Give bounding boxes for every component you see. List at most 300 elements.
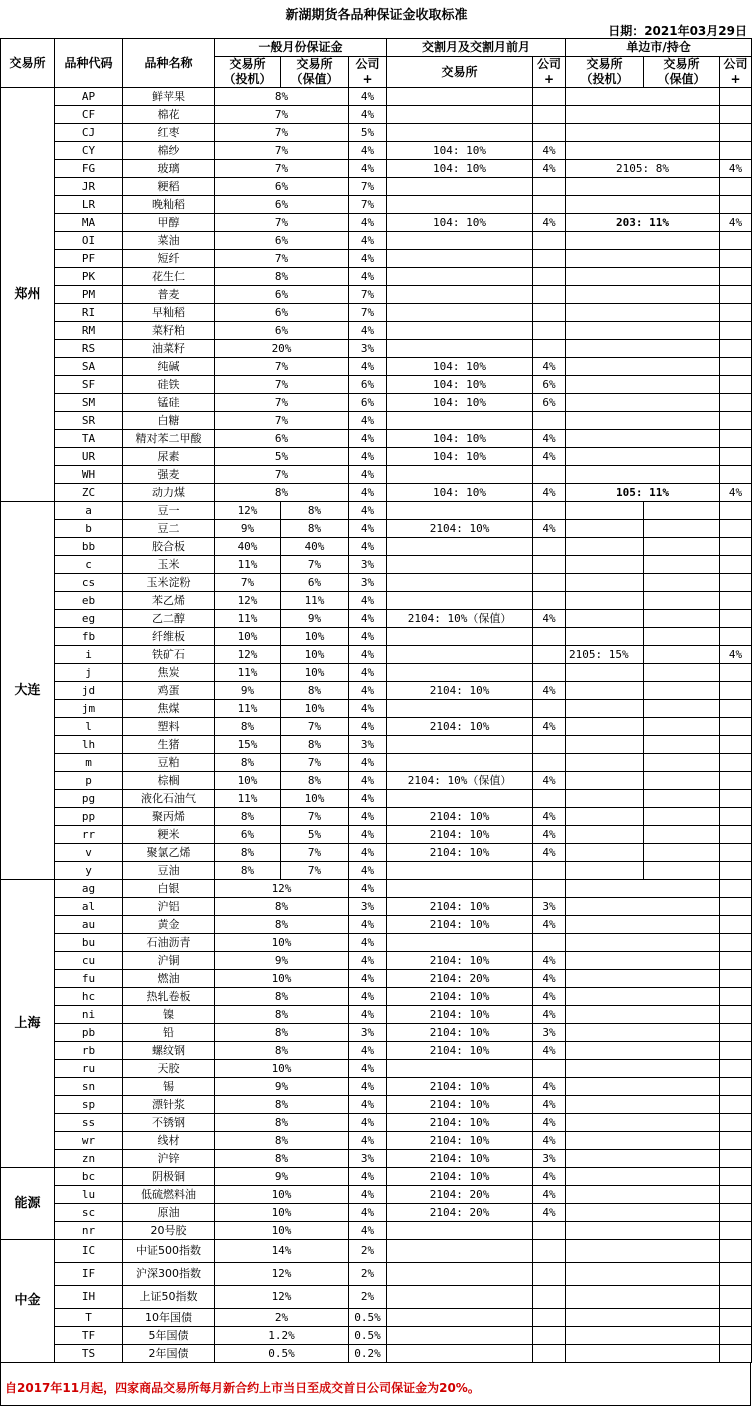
single-hedge-cell xyxy=(644,556,720,574)
header-single-co: 公司 + xyxy=(720,57,752,88)
single-spec-cell xyxy=(566,682,644,700)
single-hedge-cell xyxy=(644,502,720,520)
single-company-cell xyxy=(720,664,752,682)
code-cell: au xyxy=(55,916,123,934)
name-cell: 2年国债 xyxy=(123,1345,215,1363)
table-row xyxy=(1,1309,752,1327)
general-margin-cell: 10% xyxy=(215,1060,349,1078)
table-row xyxy=(1,448,752,466)
company-add-cell: 2% xyxy=(349,1286,387,1309)
single-hedge-cell xyxy=(644,538,720,556)
hedge-margin-cell: 10% xyxy=(281,664,349,682)
delivery-company-cell: 4% xyxy=(533,1042,566,1060)
single-margin-cell xyxy=(566,1096,720,1114)
name-cell: 石油沥青 xyxy=(123,934,215,952)
code-cell: LR xyxy=(55,196,123,214)
single-company-cell xyxy=(720,898,752,916)
delivery-company-cell xyxy=(533,754,566,772)
single-company-cell xyxy=(720,376,752,394)
single-company-cell xyxy=(720,988,752,1006)
single-spec-cell xyxy=(566,628,644,646)
code-cell: pp xyxy=(55,808,123,826)
name-cell: 沪铜 xyxy=(123,952,215,970)
name-cell: 阴极铜 xyxy=(123,1168,215,1186)
name-cell: 豆一 xyxy=(123,502,215,520)
delivery-company-cell xyxy=(533,1345,566,1363)
single-company-cell xyxy=(720,1132,752,1150)
delivery-margin-cell xyxy=(387,628,533,646)
table-row xyxy=(1,862,752,880)
table-row xyxy=(1,610,752,628)
company-add-cell: 4% xyxy=(349,232,387,250)
table-row xyxy=(1,466,752,484)
delivery-company-cell xyxy=(533,880,566,898)
single-hedge-cell xyxy=(644,790,720,808)
single-company-cell xyxy=(720,106,752,124)
delivery-margin-cell xyxy=(387,340,533,358)
name-cell: 棉花 xyxy=(123,106,215,124)
code-cell: jm xyxy=(55,700,123,718)
table-row xyxy=(1,736,752,754)
general-margin-cell: 7% xyxy=(215,412,349,430)
code-cell: eb xyxy=(55,592,123,610)
name-cell: 生猪 xyxy=(123,736,215,754)
single-company-cell xyxy=(720,1345,752,1363)
company-add-cell: 4% xyxy=(349,628,387,646)
single-company-cell: 4% xyxy=(720,646,752,664)
single-company-cell xyxy=(720,1006,752,1024)
code-cell: JR xyxy=(55,178,123,196)
single-spec-cell xyxy=(566,592,644,610)
company-add-cell: 4% xyxy=(349,466,387,484)
single-spec-cell xyxy=(566,664,644,682)
spec-margin-cell: 9% xyxy=(215,682,281,700)
table-row xyxy=(1,1132,752,1150)
header-delivery-co: 公司 + xyxy=(533,57,566,88)
code-cell: CF xyxy=(55,106,123,124)
table-row xyxy=(1,376,752,394)
single-company-cell xyxy=(720,430,752,448)
single-margin-cell xyxy=(566,358,720,376)
table-row xyxy=(1,1222,752,1240)
delivery-margin-cell xyxy=(387,1286,533,1309)
company-add-cell: 2% xyxy=(349,1240,387,1263)
table-row xyxy=(1,1168,752,1186)
table-row xyxy=(1,826,752,844)
delivery-company-cell xyxy=(533,286,566,304)
delivery-company-cell xyxy=(533,466,566,484)
delivery-margin-cell: 2104: 10% xyxy=(387,1150,533,1168)
general-margin-cell: 6% xyxy=(215,178,349,196)
table-row xyxy=(1,1024,752,1042)
general-margin-cell: 0.5% xyxy=(215,1345,349,1363)
exchange-cell: 能源 xyxy=(1,1168,55,1240)
delivery-margin-cell: 2104: 10%（保值） xyxy=(387,772,533,790)
table-row xyxy=(1,1078,752,1096)
company-add-cell: 3% xyxy=(349,898,387,916)
table-row xyxy=(1,484,752,502)
general-margin-cell: 8% xyxy=(215,988,349,1006)
delivery-company-cell xyxy=(533,790,566,808)
table-row xyxy=(1,700,752,718)
delivery-company-cell: 4% xyxy=(533,448,566,466)
single-company-cell xyxy=(720,826,752,844)
delivery-margin-cell: 2104: 20% xyxy=(387,1186,533,1204)
single-margin-cell xyxy=(566,988,720,1006)
single-spec-cell xyxy=(566,538,644,556)
delivery-margin-cell: 2104: 10% xyxy=(387,1096,533,1114)
general-margin-cell: 20% xyxy=(215,340,349,358)
hedge-margin-cell: 10% xyxy=(281,646,349,664)
name-cell: 红枣 xyxy=(123,124,215,142)
single-spec-cell xyxy=(566,736,644,754)
general-margin-cell: 10% xyxy=(215,1222,349,1240)
single-company-cell xyxy=(720,880,752,898)
delivery-company-cell: 4% xyxy=(533,916,566,934)
delivery-company-cell xyxy=(533,304,566,322)
general-margin-cell: 6% xyxy=(215,232,349,250)
table-row xyxy=(1,916,752,934)
single-spec-cell xyxy=(566,808,644,826)
code-cell: m xyxy=(55,754,123,772)
delivery-margin-cell: 2104: 10% xyxy=(387,826,533,844)
header-exchange: 交易所 xyxy=(1,39,55,88)
code-cell: fu xyxy=(55,970,123,988)
delivery-margin-cell xyxy=(387,502,533,520)
code-cell: ZC xyxy=(55,484,123,502)
delivery-company-cell: 4% xyxy=(533,1006,566,1024)
single-spec-cell xyxy=(566,700,644,718)
code-cell: bu xyxy=(55,934,123,952)
single-hedge-cell xyxy=(644,664,720,682)
delivery-margin-cell xyxy=(387,106,533,124)
general-margin-cell: 8% xyxy=(215,1042,349,1060)
delivery-company-cell xyxy=(533,664,566,682)
single-margin-cell xyxy=(566,232,720,250)
single-margin-cell xyxy=(566,880,720,898)
delivery-company-cell xyxy=(533,124,566,142)
single-margin-cell xyxy=(566,1132,720,1150)
code-cell: TA xyxy=(55,430,123,448)
name-cell: 油菜籽 xyxy=(123,340,215,358)
single-margin-cell xyxy=(566,106,720,124)
delivery-margin-cell xyxy=(387,934,533,952)
name-cell: 鲜苹果 xyxy=(123,88,215,106)
delivery-company-cell: 4% xyxy=(533,844,566,862)
delivery-margin-cell: 104: 10% xyxy=(387,358,533,376)
company-add-cell: 3% xyxy=(349,736,387,754)
name-cell: 豆粕 xyxy=(123,754,215,772)
delivery-margin-cell xyxy=(387,1345,533,1363)
single-company-cell xyxy=(720,1114,752,1132)
table-row xyxy=(1,1186,752,1204)
name-cell: 螺纹钢 xyxy=(123,1042,215,1060)
single-spec-cell xyxy=(566,574,644,592)
single-company-cell: 4% xyxy=(720,214,752,232)
company-add-cell: 4% xyxy=(349,844,387,862)
hedge-margin-cell: 8% xyxy=(281,736,349,754)
single-hedge-cell xyxy=(644,736,720,754)
general-margin-cell: 8% xyxy=(215,88,349,106)
single-company-cell xyxy=(720,1222,752,1240)
delivery-company-cell: 4% xyxy=(533,772,566,790)
spec-margin-cell: 9% xyxy=(215,520,281,538)
delivery-company-cell xyxy=(533,1263,566,1286)
single-company-cell xyxy=(720,250,752,268)
hedge-margin-cell: 8% xyxy=(281,502,349,520)
single-company-cell xyxy=(720,1327,752,1345)
single-company-cell xyxy=(720,304,752,322)
company-add-cell: 4% xyxy=(349,106,387,124)
delivery-company-cell xyxy=(533,1309,566,1327)
single-company-cell xyxy=(720,88,752,106)
company-add-cell: 4% xyxy=(349,952,387,970)
single-margin-cell xyxy=(566,1150,720,1168)
delivery-margin-cell xyxy=(387,556,533,574)
delivery-company-cell: 4% xyxy=(533,826,566,844)
company-add-cell: 3% xyxy=(349,1150,387,1168)
code-cell: IF xyxy=(55,1263,123,1286)
table-row xyxy=(1,718,752,736)
single-margin-cell xyxy=(566,1327,720,1345)
table-row xyxy=(1,898,752,916)
company-add-cell: 0.2% xyxy=(349,1345,387,1363)
single-company-cell xyxy=(720,1204,752,1222)
delivery-margin-cell: 2104: 10% xyxy=(387,682,533,700)
code-cell: sc xyxy=(55,1204,123,1222)
general-margin-cell: 14% xyxy=(215,1240,349,1263)
single-company-cell xyxy=(720,1024,752,1042)
delivery-margin-cell xyxy=(387,412,533,430)
table-row xyxy=(1,772,752,790)
name-cell: 燃油 xyxy=(123,970,215,988)
delivery-margin-cell xyxy=(387,322,533,340)
hedge-margin-cell: 9% xyxy=(281,610,349,628)
single-company-cell xyxy=(720,1168,752,1186)
single-spec-cell: 2105: 15% xyxy=(566,646,644,664)
company-add-cell: 4% xyxy=(349,250,387,268)
spec-margin-cell: 11% xyxy=(215,556,281,574)
company-add-cell: 0.5% xyxy=(349,1327,387,1345)
code-cell: l xyxy=(55,718,123,736)
single-company-cell xyxy=(720,394,752,412)
table-row xyxy=(1,790,752,808)
delivery-margin-cell xyxy=(387,646,533,664)
table-row xyxy=(1,358,752,376)
company-add-cell: 4% xyxy=(349,448,387,466)
name-cell: 不锈钢 xyxy=(123,1114,215,1132)
header-single-spec: 交易所 （投机） xyxy=(566,57,644,88)
delivery-margin-cell xyxy=(387,232,533,250)
code-cell: T xyxy=(55,1309,123,1327)
delivery-margin-cell xyxy=(387,196,533,214)
table-row xyxy=(1,538,752,556)
name-cell: 豆油 xyxy=(123,862,215,880)
company-add-cell: 4% xyxy=(349,1168,387,1186)
delivery-company-cell: 6% xyxy=(533,376,566,394)
spec-margin-cell: 8% xyxy=(215,718,281,736)
name-cell: 铁矿石 xyxy=(123,646,215,664)
single-company-cell xyxy=(720,1263,752,1286)
general-margin-cell: 7% xyxy=(215,160,349,178)
delivery-margin-cell: 2104: 20% xyxy=(387,970,533,988)
company-add-cell: 4% xyxy=(349,646,387,664)
single-company-cell xyxy=(720,412,752,430)
delivery-margin-cell xyxy=(387,1240,533,1263)
code-cell: TF xyxy=(55,1327,123,1345)
single-company-cell xyxy=(720,1096,752,1114)
code-cell: jd xyxy=(55,682,123,700)
company-add-cell: 4% xyxy=(349,1078,387,1096)
delivery-company-cell xyxy=(533,574,566,592)
single-company-cell xyxy=(720,1240,752,1263)
delivery-margin-cell: 104: 10% xyxy=(387,160,533,178)
name-cell: 上证50指数 xyxy=(123,1286,215,1309)
general-margin-cell: 5% xyxy=(215,448,349,466)
single-company-cell xyxy=(720,682,752,700)
single-hedge-cell xyxy=(644,700,720,718)
company-add-cell: 4% xyxy=(349,988,387,1006)
single-margin-cell xyxy=(566,1240,720,1263)
code-cell: v xyxy=(55,844,123,862)
name-cell: 粳稻 xyxy=(123,178,215,196)
single-hedge-cell xyxy=(644,844,720,862)
single-company-cell xyxy=(720,142,752,160)
delivery-margin-cell: 104: 10% xyxy=(387,394,533,412)
delivery-margin-cell xyxy=(387,538,533,556)
delivery-margin-cell: 2104: 10% xyxy=(387,1078,533,1096)
header-single-hedge: 交易所 （保值） xyxy=(644,57,720,88)
delivery-margin-cell: 2104: 10% xyxy=(387,1042,533,1060)
code-cell: j xyxy=(55,664,123,682)
company-add-cell: 4% xyxy=(349,862,387,880)
company-add-cell: 4% xyxy=(349,1204,387,1222)
table-row xyxy=(1,880,752,898)
single-company-cell: 4% xyxy=(720,160,752,178)
general-margin-cell: 10% xyxy=(215,1186,349,1204)
single-margin-cell xyxy=(566,196,720,214)
single-company-cell xyxy=(720,502,752,520)
delivery-margin-cell xyxy=(387,250,533,268)
delivery-company-cell: 4% xyxy=(533,808,566,826)
single-margin-cell xyxy=(566,970,720,988)
code-cell: FG xyxy=(55,160,123,178)
single-company-cell xyxy=(720,1286,752,1309)
single-margin-cell xyxy=(566,88,720,106)
code-cell: pb xyxy=(55,1024,123,1042)
company-add-cell: 4% xyxy=(349,430,387,448)
spec-margin-cell: 8% xyxy=(215,862,281,880)
delivery-margin-cell xyxy=(387,286,533,304)
company-add-cell: 4% xyxy=(349,268,387,286)
code-cell: sn xyxy=(55,1078,123,1096)
delivery-company-cell: 3% xyxy=(533,1150,566,1168)
general-margin-cell: 7% xyxy=(215,250,349,268)
delivery-margin-cell: 2104: 10% xyxy=(387,1006,533,1024)
company-add-cell: 4% xyxy=(349,538,387,556)
delivery-margin-cell: 2104: 10% xyxy=(387,988,533,1006)
name-cell: 锡 xyxy=(123,1078,215,1096)
spec-margin-cell: 11% xyxy=(215,664,281,682)
delivery-company-cell xyxy=(533,196,566,214)
hedge-margin-cell: 5% xyxy=(281,826,349,844)
single-margin-cell xyxy=(566,1042,720,1060)
single-company-cell xyxy=(720,1078,752,1096)
code-cell: TS xyxy=(55,1345,123,1363)
table-row xyxy=(1,664,752,682)
code-cell: OI xyxy=(55,232,123,250)
general-margin-cell: 8% xyxy=(215,898,349,916)
table-row xyxy=(1,286,752,304)
name-cell: 5年国债 xyxy=(123,1327,215,1345)
hedge-margin-cell: 7% xyxy=(281,844,349,862)
table-row xyxy=(1,1204,752,1222)
single-margin-cell xyxy=(566,1345,720,1363)
single-company-cell xyxy=(720,124,752,142)
spec-margin-cell: 10% xyxy=(215,628,281,646)
company-add-cell: 4% xyxy=(349,700,387,718)
table-row xyxy=(1,556,752,574)
delivery-margin-cell xyxy=(387,304,533,322)
single-margin-cell xyxy=(566,1006,720,1024)
code-cell: hc xyxy=(55,988,123,1006)
spec-margin-cell: 12% xyxy=(215,646,281,664)
single-company-cell xyxy=(720,934,752,952)
company-add-cell: 4% xyxy=(349,880,387,898)
code-cell: CY xyxy=(55,142,123,160)
hedge-margin-cell: 8% xyxy=(281,772,349,790)
company-add-cell: 4% xyxy=(349,88,387,106)
date-label: 日期：2021年03月29日 xyxy=(608,24,747,38)
name-cell: 精对苯二甲酸 xyxy=(123,430,215,448)
single-spec-cell xyxy=(566,718,644,736)
company-add-cell: 4% xyxy=(349,1006,387,1024)
delivery-margin-cell: 2104: 10% xyxy=(387,718,533,736)
delivery-company-cell: 4% xyxy=(533,214,566,232)
code-cell: lh xyxy=(55,736,123,754)
single-company-cell xyxy=(720,520,752,538)
single-company-cell xyxy=(720,952,752,970)
delivery-company-cell: 3% xyxy=(533,898,566,916)
single-company-cell xyxy=(720,574,752,592)
delivery-margin-cell xyxy=(387,88,533,106)
general-margin-cell: 8% xyxy=(215,1024,349,1042)
code-cell: b xyxy=(55,520,123,538)
hedge-margin-cell: 40% xyxy=(281,538,349,556)
delivery-company-cell xyxy=(533,1222,566,1240)
company-add-cell: 4% xyxy=(349,142,387,160)
company-add-cell: 4% xyxy=(349,502,387,520)
single-company-cell xyxy=(720,592,752,610)
single-margin-cell xyxy=(566,412,720,430)
delivery-company-cell: 4% xyxy=(533,682,566,700)
delivery-margin-cell: 104: 10% xyxy=(387,430,533,448)
name-cell: 沪深300指数 xyxy=(123,1263,215,1286)
name-cell: 塑料 xyxy=(123,718,215,736)
table-row xyxy=(1,430,752,448)
table-row xyxy=(1,304,752,322)
delivery-company-cell: 4% xyxy=(533,160,566,178)
delivery-company-cell xyxy=(533,178,566,196)
table-row xyxy=(1,808,752,826)
delivery-margin-cell xyxy=(387,790,533,808)
company-add-cell: 4% xyxy=(349,520,387,538)
code-cell: ss xyxy=(55,1114,123,1132)
single-hedge-cell xyxy=(644,628,720,646)
delivery-margin-cell xyxy=(387,754,533,772)
company-add-cell: 7% xyxy=(349,304,387,322)
general-margin-cell: 1.2% xyxy=(215,1327,349,1345)
